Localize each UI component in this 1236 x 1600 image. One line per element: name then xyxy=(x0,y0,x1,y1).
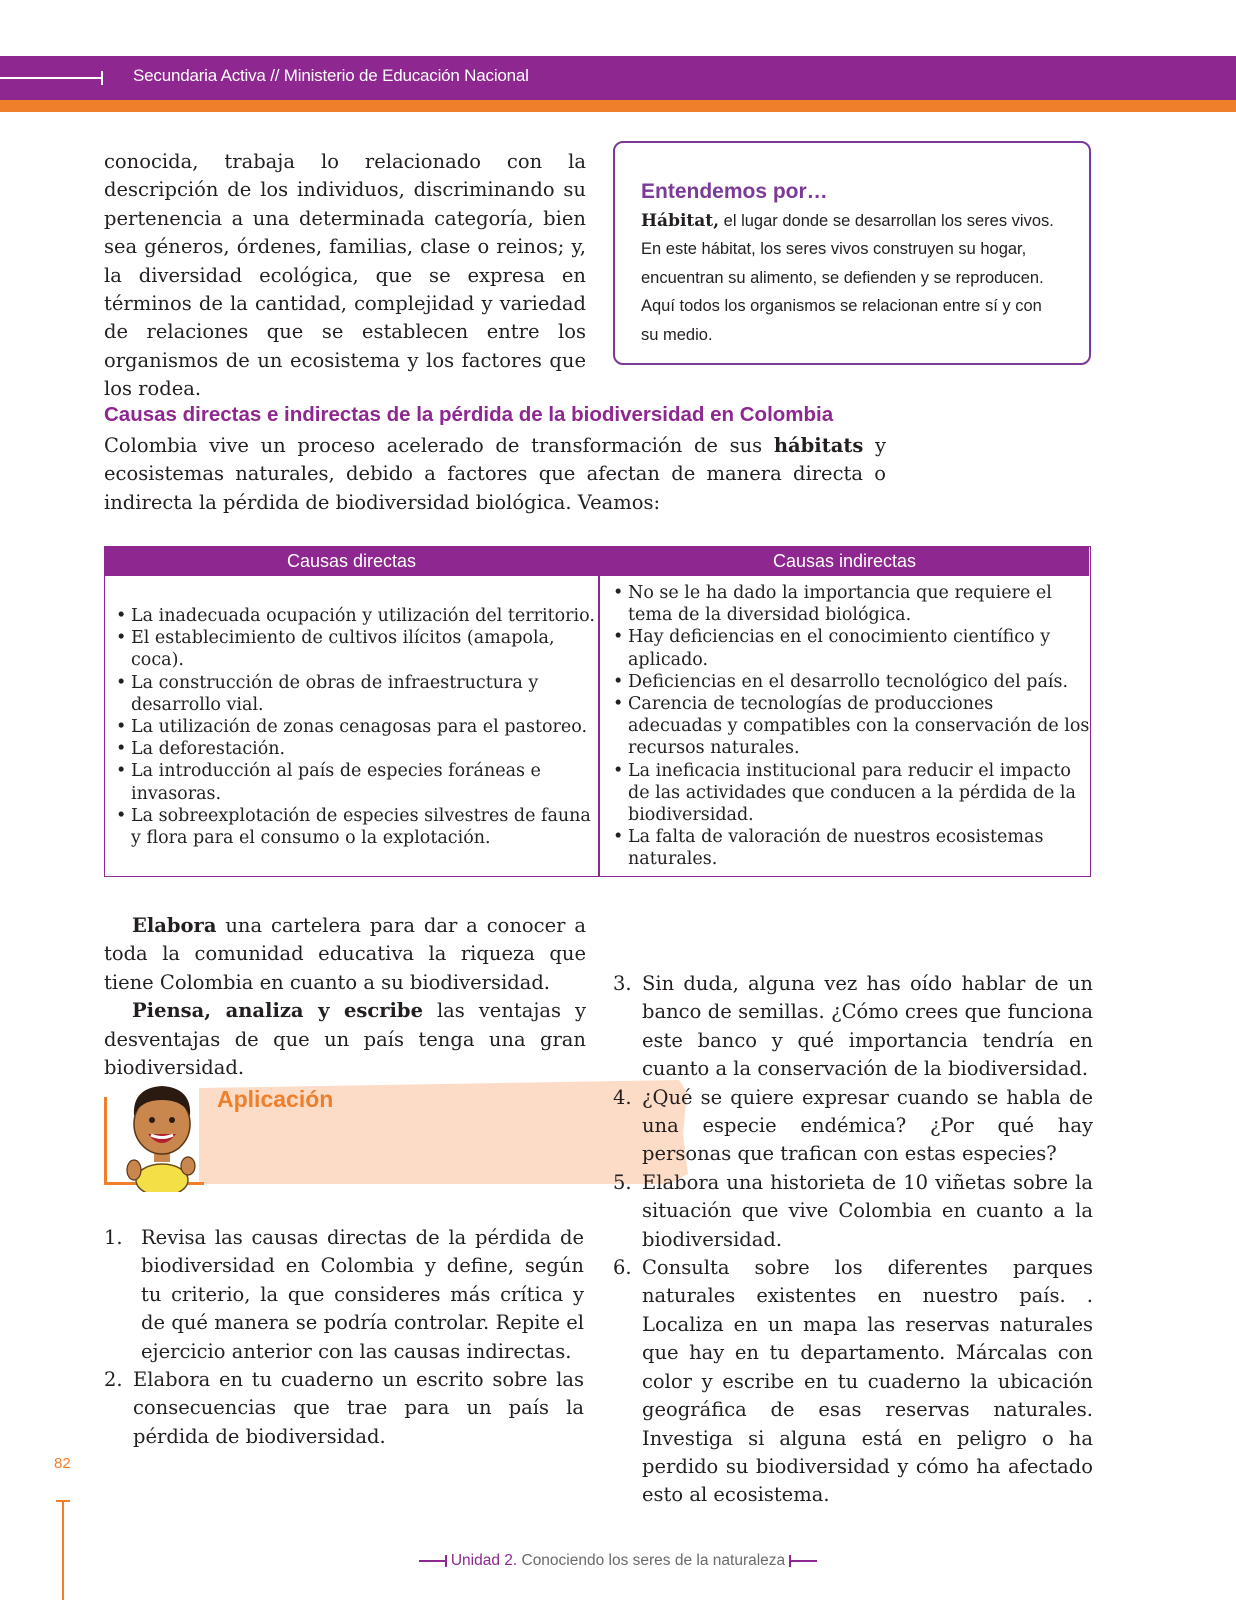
item-number: 3. xyxy=(613,972,632,995)
header-title: Secundaria Activa // Ministerio de Educación Nacional xyxy=(133,66,529,85)
item-number: 2. xyxy=(104,1368,123,1392)
item-text: Sin duda, alguna vez has oído hablar de un banco de semillas. ¿Cómo crees que funciona este banco y qué importancia tendría en cuanto a la conservación de la biodiversidad. xyxy=(642,972,1093,1081)
section-title: Causas directas e indirectas de la pérdida de la biodiversidad en Colombia xyxy=(104,403,834,426)
list-item xyxy=(613,1084,1093,1169)
intro-paragraph: conocida, trabaja lo relacionado con la descripción de los individuos, discriminando su pertenencia a una determinada categoría, bien sea géneros, órdenes, familias, clase o reinos; y, la diversidad ecológica, que se expresa en términos de la cantidad, complejidad y variedad de relaciones que se establecen entre los organismos de un ecosistema y los factores que los rodea. xyxy=(104,150,586,401)
list-item xyxy=(613,1169,1093,1254)
student-avatar-icon xyxy=(114,1072,206,1192)
footer xyxy=(0,1552,1236,1570)
section-text-bold: hábitats xyxy=(773,434,864,457)
list-item: • No se le ha dado la importancia que requiere el tema de la diversidad biológica. xyxy=(610,582,1090,626)
list-item xyxy=(104,1366,584,1451)
definition-title: Entendemos por… xyxy=(641,180,828,203)
application-banner xyxy=(104,1072,586,1186)
list-item: • La inadecuada ocupación y utilización del territorio. xyxy=(113,605,598,627)
table-header-indirect: Causas indirectas xyxy=(600,547,1089,576)
header-line xyxy=(0,77,103,79)
section-paragraph xyxy=(104,432,886,517)
footer-unit: Unidad 2. xyxy=(450,1552,518,1569)
causes-table xyxy=(104,546,1091,877)
item-text: Elabora una historieta de 10 viñetas sobre la situación que vive Colombia en cuanto a la biodiversidad. xyxy=(642,1170,1093,1251)
section-text-before: Colombia vive un proceso acelerado de transformación de sus xyxy=(104,434,774,457)
list-item: • La construcción de obras de infraestructura y desarrollo vial. xyxy=(113,672,598,716)
list-item xyxy=(613,970,1093,1084)
activity-piensa xyxy=(104,997,586,1082)
item-number: 1. xyxy=(104,1226,123,1249)
item-number: 4. xyxy=(613,1085,632,1109)
questions-list-left xyxy=(104,1224,584,1451)
list-item: • La utilización de zonas cenagosas para el pastoreo. xyxy=(113,716,598,738)
table-divider xyxy=(598,547,600,876)
application-title: Aplicación xyxy=(217,1086,334,1112)
list-item: • La sobreexplotación de especies silvestres de fauna y flora para el consumo o la explotación. xyxy=(113,805,598,849)
activity-cartelera xyxy=(104,912,586,997)
item-text: Elabora en tu cuaderno un escrito sobre las consecuencias que trae para un país la pérdida de biodiversidad. xyxy=(133,1368,584,1448)
activity-text: las ventajas y desventajas de que un país tenga una gran biodiversidad. xyxy=(104,999,586,1080)
footer-bar-left xyxy=(419,1560,447,1562)
direct-causes-list xyxy=(113,605,598,849)
list-item: • La deforestación. xyxy=(113,738,598,760)
list-item: • El establecimiento de cultivos ilícitos (amapola, coca). xyxy=(113,627,598,671)
item-text: Consulta sobre los diferentes parques naturales existentes en nuestro país. . Localiza en un mapa las reservas naturales que hay en tu departamento. Márcalas con color y escribe en tu cuaderno la ubicación geográfica de esas reservas naturales. Investiga si alguna está en peligro o ha perdido su biodiversidad y cómo ha afectado esto al ecosistema. xyxy=(642,1256,1093,1507)
list-item: • Carencia de tecnologías de producciones adecuadas y compatibles con la conservación de los recursos naturales. xyxy=(610,693,1090,760)
item-text: Revisa las causas directas de la pérdida de biodiversidad en Colombia y define, según tu criterio, la que consideres más crítica y de qué manera se podría controlar. Repite el ejercicio anterior con las causas indirectas. xyxy=(141,1226,584,1363)
header-accent-bar xyxy=(0,100,1236,112)
side-tick xyxy=(56,1500,70,1502)
item-text: ¿Qué se quiere expresar cuando se habla de una especie endémica? ¿Por qué hay personas que trafican con estas especies? xyxy=(642,1085,1093,1166)
questions-list-right xyxy=(613,970,1093,1510)
list-item xyxy=(613,1254,1093,1510)
item-number: 5. xyxy=(613,1170,632,1194)
activity-text: una cartelera para dar a conocer a toda la comunidad educativa la riqueza que tiene Colombia en cuanto a su biodiversidad. xyxy=(104,914,586,994)
indirect-causes-list xyxy=(610,582,1090,871)
definition-body: el lugar donde se desarrollan los seres vivos. En este hábitat, los seres vivos construyen su hogar, encuentran su alimento, se defienden y se reproducen. Aquí todos los organismos se relacionan entre sí y con su medio. xyxy=(641,212,1054,344)
footer-bar-right xyxy=(789,1560,817,1562)
list-item: • La ineficacia institucional para reducir el impacto de las actividades que conducen a la pérdida de la biodiversidad. xyxy=(610,760,1090,827)
section-text-after: y ecosistemas naturales, debido a factores que afectan de manera directa o indirecta la pérdida de biodiversidad biológica. Veamos: xyxy=(104,434,886,514)
activity-verb: Elabora xyxy=(132,914,217,937)
item-number: 6. xyxy=(613,1256,632,1280)
page-number: 82 xyxy=(54,1455,71,1472)
activity-verb: Piensa, analiza y escribe xyxy=(132,999,423,1023)
list-item xyxy=(104,1224,584,1366)
side-line xyxy=(62,1500,64,1600)
list-item: • La falta de valoración de nuestros ecosistemas naturales. xyxy=(610,826,1090,870)
footer-unit-title: Conociendo los seres de la naturaleza xyxy=(517,1552,786,1569)
definition-box xyxy=(613,141,1091,365)
list-item: • Hay deficiencias en el conocimiento científico y aplicado. xyxy=(610,626,1090,670)
activities-block xyxy=(104,912,586,1082)
list-item: • Deficiencias en el desarrollo tecnológico del país. xyxy=(610,671,1090,693)
header-tick xyxy=(101,71,103,85)
table-header-direct: Causas directas xyxy=(105,547,598,576)
definition-term: Hábitat, xyxy=(641,211,720,231)
list-item: • La introducción al país de especies foráneas e invasoras. xyxy=(113,760,598,804)
definition-text xyxy=(641,207,1063,349)
